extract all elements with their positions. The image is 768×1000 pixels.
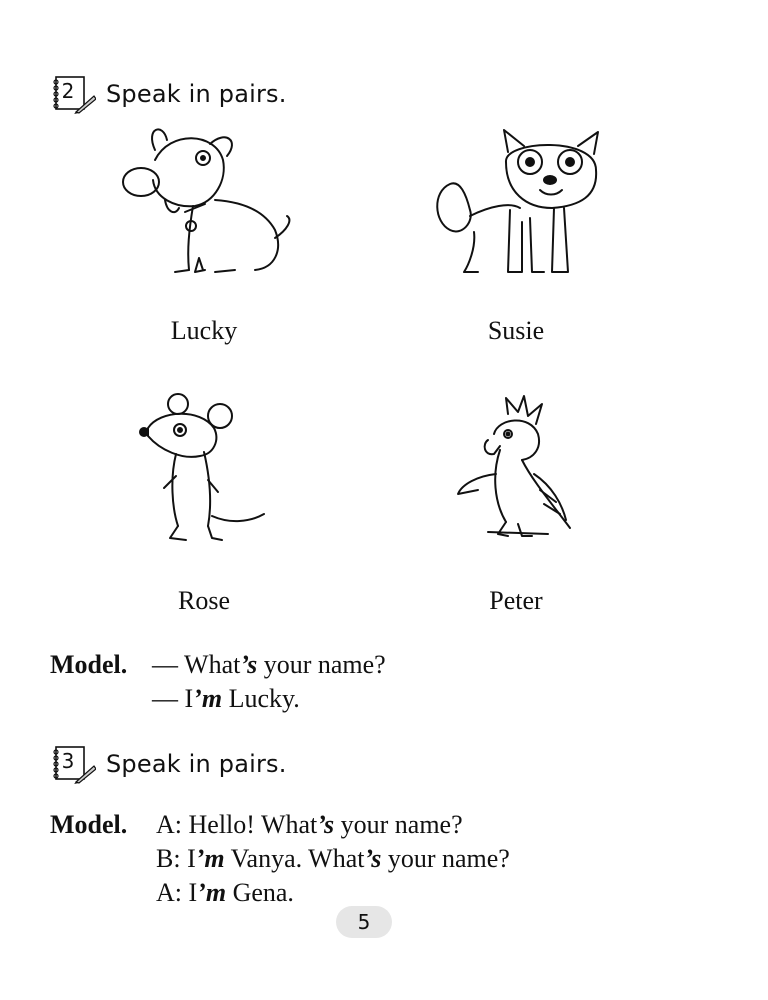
exercise-3-heading: [50, 742, 287, 786]
animal-name-rose: Rose: [178, 586, 230, 615]
model-label: Model.: [50, 650, 128, 679]
dialogue-emph: ’m: [195, 844, 225, 873]
dialogue-text: A: I: [156, 878, 198, 907]
dialogue-emph: ’m: [193, 684, 223, 713]
svg-text:2: 2: [61, 79, 75, 103]
dialogue-text: Vanya. What: [224, 844, 365, 873]
notebook-pencil-icon: [50, 74, 96, 114]
mouse-icon: [130, 388, 280, 558]
exercise-2-title: Speak in pairs.: [106, 80, 287, 108]
notebook-pencil-icon: [50, 744, 96, 784]
model-label: Model.: [50, 810, 128, 839]
animal-name-susie: Susie: [487, 316, 545, 345]
dialogue-line: [152, 682, 300, 716]
dialogue-emph: ’s: [364, 844, 382, 873]
exercise-2-heading: [50, 72, 287, 116]
dialogue-emph: ’s: [317, 810, 335, 839]
cat-icon: [430, 122, 610, 287]
dialogue-emph: ’s: [240, 650, 258, 679]
dialogue-text: Lucky.: [222, 684, 300, 713]
dialogue-text: B: I: [156, 844, 196, 873]
parrot-icon: [448, 394, 588, 554]
animal-name-peter: Peter: [489, 586, 543, 615]
dialogue-line: [156, 808, 463, 842]
dialogue-text: A: Hello! What: [156, 810, 318, 839]
dialogue-line: [156, 842, 510, 876]
model-block-2: [50, 808, 730, 910]
page-number: 5: [336, 906, 392, 938]
dialogue-text: — What: [152, 650, 241, 679]
dog-icon: [115, 120, 295, 285]
model-block-1: [50, 648, 730, 720]
dialogue-text: your name?: [334, 810, 463, 839]
dialogue-text: Gena.: [226, 878, 294, 907]
dialogue-text: your name?: [381, 844, 510, 873]
dialogue-text: your name?: [257, 650, 386, 679]
exercise-3-title: Speak in pairs.: [106, 750, 287, 778]
dialogue-text: — I: [152, 684, 194, 713]
dialogue-emph: ’m: [197, 878, 227, 907]
svg-text:3: 3: [61, 749, 75, 773]
dialogue-line: [156, 876, 294, 910]
dialogue-line: [152, 648, 386, 682]
animal-name-lucky: Lucky: [170, 316, 238, 345]
